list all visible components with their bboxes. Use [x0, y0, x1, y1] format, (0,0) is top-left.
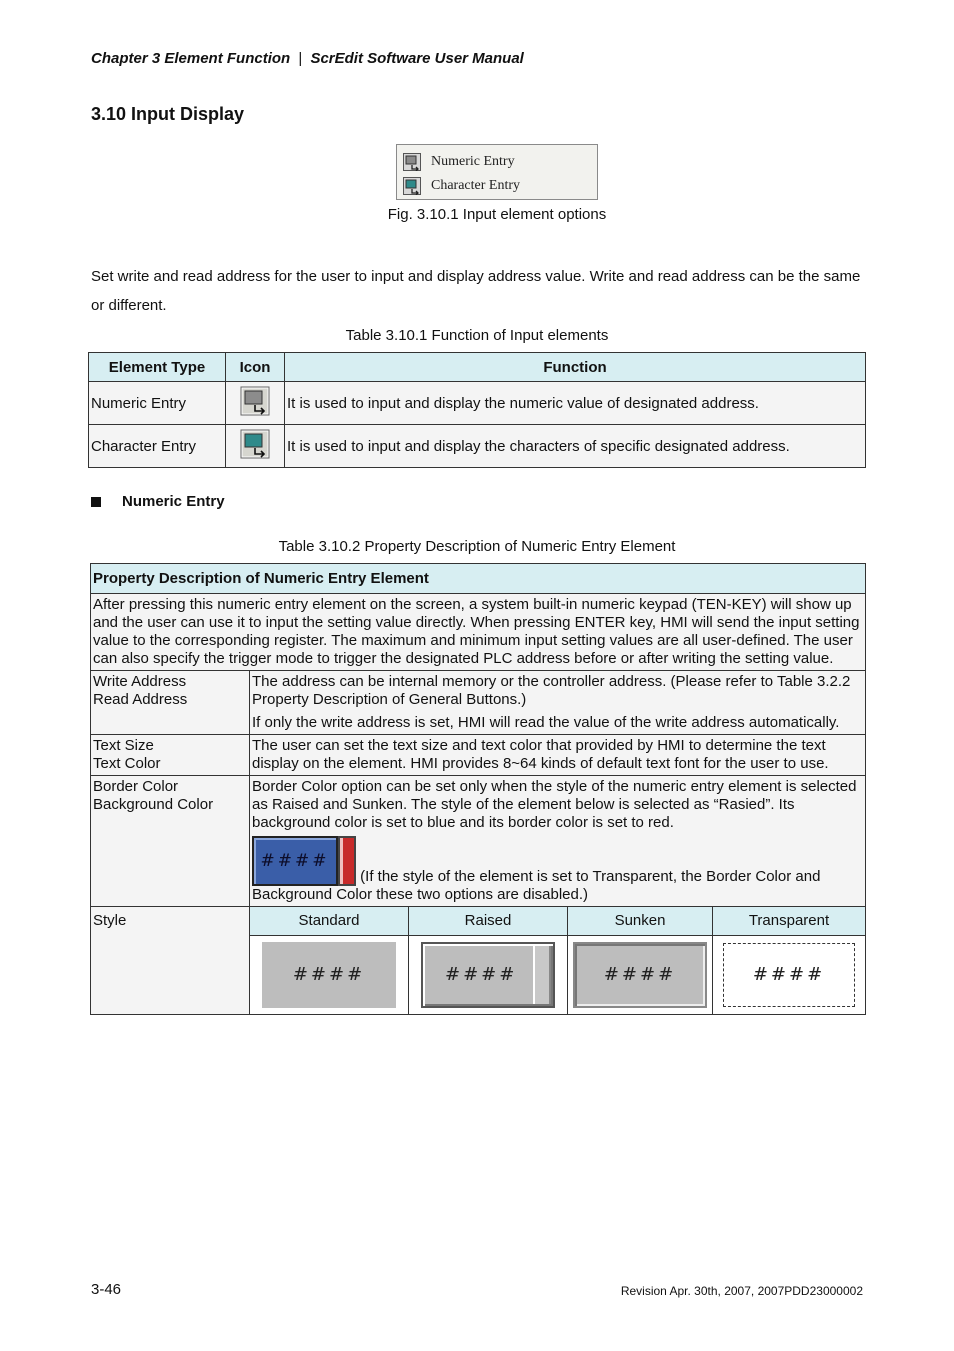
icon-cell — [226, 425, 285, 468]
property-label-cell — [91, 671, 250, 735]
style-header-transparent: Transparent — [713, 907, 866, 936]
text-size-label: Text Size — [93, 737, 154, 754]
table-row — [91, 671, 866, 735]
raised-style-sample — [421, 942, 555, 1008]
red-border-sample — [338, 836, 356, 886]
color-text-2: (If the style of the element is set to Transparent, the Border Color and Background Color these two options are disabled.) — [252, 868, 821, 903]
standard-style-sample: #### — [262, 942, 396, 1008]
table-header-row — [89, 353, 866, 382]
table-row — [89, 382, 866, 425]
header-separator: | — [298, 50, 303, 67]
menu-item-numeric-entry[interactable]: Numeric Entry — [403, 151, 515, 173]
style-sample-cell — [713, 936, 866, 1015]
running-header — [91, 50, 524, 67]
function-cell: It is used to input and display the numeric value of designated address. — [285, 382, 866, 425]
table-row — [91, 735, 866, 776]
column-header: Function — [285, 353, 866, 382]
table-row — [89, 425, 866, 468]
character-entry-icon — [403, 177, 421, 195]
property-value-cell — [250, 671, 866, 735]
property-label-cell — [91, 776, 250, 907]
text-color-label: Text Color — [93, 755, 161, 772]
table-row — [91, 776, 866, 907]
input-elements-table — [88, 352, 866, 468]
sunken-style-sample: #### — [573, 942, 707, 1008]
transparent-style-sample: #### — [723, 943, 855, 1007]
function-cell: It is used to input and display the characters of specific designated address. — [285, 425, 866, 468]
text-size-description: The user can set the text size and text color that provided by HMI to determine the text display on the element. HMI provides 8~64 kinds of default text font for the user to use. — [250, 735, 866, 776]
numeric-entry-heading: Numeric Entry — [91, 493, 225, 510]
style-header-standard: Standard — [250, 907, 409, 936]
column-header: Element Type — [89, 353, 226, 382]
table1-caption: Table 3.10.1 Function of Input elements — [345, 327, 609, 344]
address-text-1: The address can be internal memory or the controller address. (Please refer to Table 3.2.2 Property Description of General Buttons.) — [252, 673, 851, 708]
column-header: Icon — [226, 353, 285, 382]
intro-paragraph: Set write and read address for the user to input and display address value. Write and read address can be the same or different. — [91, 268, 861, 314]
blue-background-sample: #### — [252, 836, 338, 886]
manual-title: ScrEdit Software User Manual — [310, 50, 524, 67]
style-sample-cell — [250, 936, 409, 1015]
chapter-title: Chapter 3 Element Function — [91, 50, 291, 67]
table-row — [91, 564, 866, 594]
page-number: 3-46 — [91, 1281, 122, 1298]
numeric-entry-property-table — [90, 563, 866, 1015]
table-row — [91, 907, 866, 936]
property-description: After pressing this numeric entry element on the screen, a system built-in numeric keypad (TEN-KEY) will show up and the user can use it to input the setting value directly. When pressing ENTER key, HMI will send the input setting value to the corresponding register. The maximum and minimum input setting values are all user-defined. The user can also specify the trigger mode to trigger the designated PLC address before or after writing the setting value. — [91, 594, 866, 671]
element-type-cell: Character Entry — [89, 425, 226, 468]
raised-sample-bar — [533, 946, 551, 1004]
property-table-title: Property Description of Numeric Entry Element — [91, 564, 866, 594]
color-text-1: Border Color option can be set only when the style of the numeric entry element is selected as Raised and Sunken. The style of the element below is selected as “Rasied”. Its background color is set to blue and its border color is set to red. — [252, 778, 857, 831]
style-sample-cell — [568, 936, 713, 1015]
section-title: 3.10 Input Display — [91, 104, 245, 124]
element-type-cell: Numeric Entry — [89, 382, 226, 425]
style-sample-cell — [409, 936, 568, 1015]
numeric-entry-icon — [240, 386, 270, 416]
numeric-entry-icon — [403, 153, 421, 171]
table2-caption: Table 3.10.2 Property Description of Numeric Entry Element — [278, 538, 676, 555]
background-color-label: Background Color — [93, 796, 214, 813]
property-value-cell — [250, 776, 866, 907]
input-element-menu — [396, 144, 598, 200]
menu-item-character-entry[interactable]: Character Entry — [403, 175, 520, 197]
raised-sample-value: #### — [445, 964, 518, 985]
figure-caption: Fig. 3.10.1 Input element options — [387, 206, 607, 223]
table-row — [91, 594, 866, 671]
bullet-square-icon — [91, 497, 101, 507]
property-label-cell — [91, 735, 250, 776]
icon-cell — [226, 382, 285, 425]
border-color-label: Border Color — [93, 778, 179, 795]
read-address-label: Read Address — [93, 691, 188, 708]
raised-color-sample — [252, 836, 356, 886]
address-text-2: If only the write address is set, HMI will read the value of the write address automatically. — [252, 714, 840, 731]
revision-info: Revision Apr. 30th, 2007, 2007PDD23000002 — [620, 1284, 863, 1298]
write-address-label: Write Address — [93, 673, 187, 690]
style-label: Style — [91, 907, 250, 1015]
character-entry-icon — [240, 429, 270, 459]
style-header-raised: Raised — [409, 907, 568, 936]
style-header-sunken: Sunken — [568, 907, 713, 936]
